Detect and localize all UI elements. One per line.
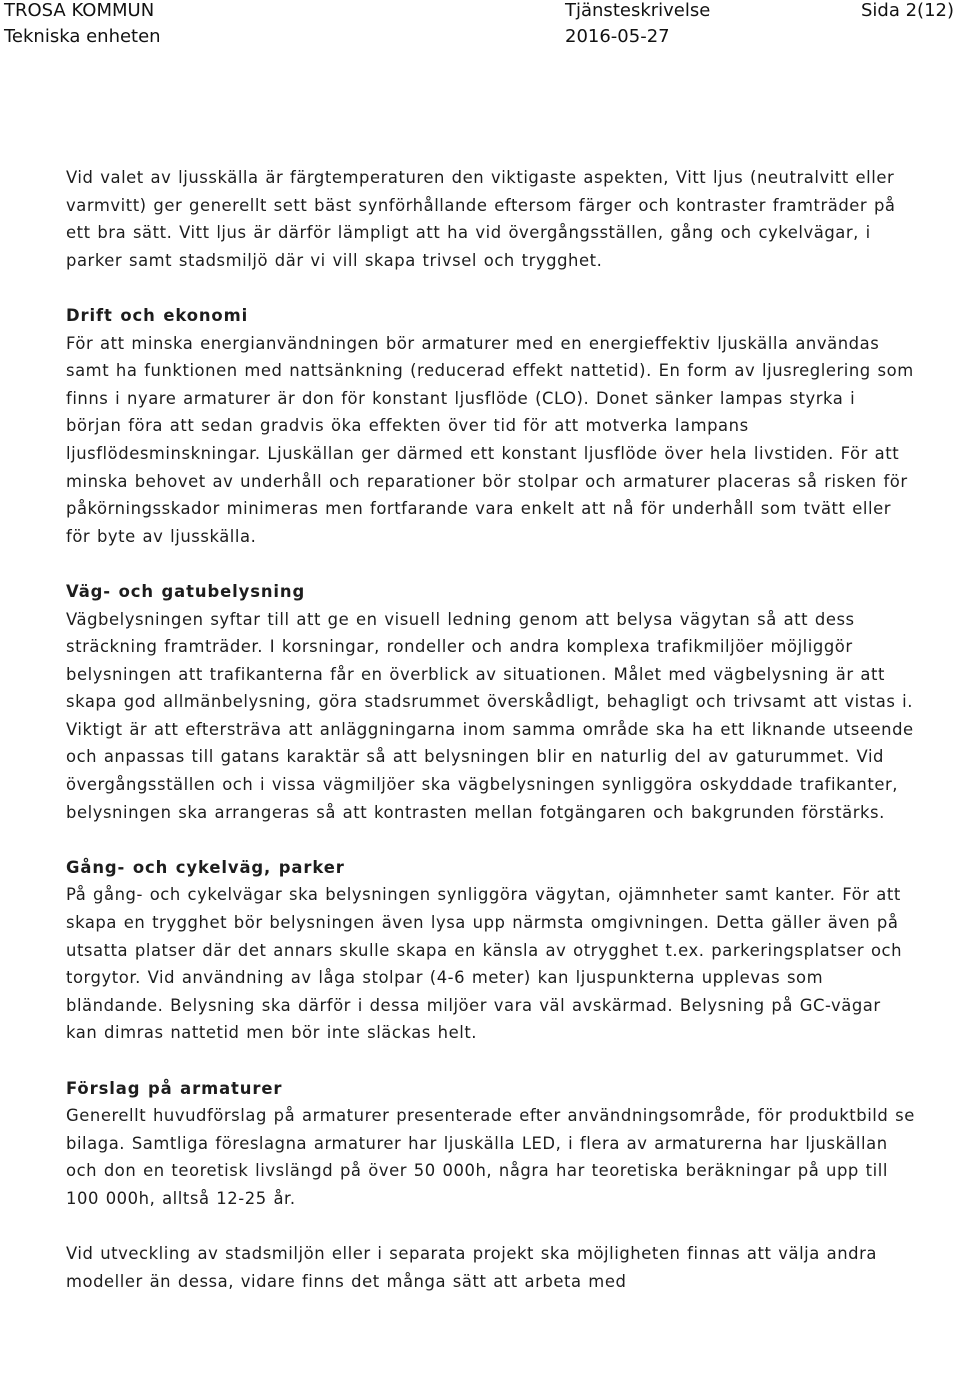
paragraph: På gång- och cykelvägar ska belysningen synliggöra vägytan, ojämnheter samt kanter. För att skapa en trygghet bör belysningen även lysa upp närmsta omgivningen. Detta gäller även på utsatta platser där det annars skulle skapa en känsla av otrygghet t.ex. parkeringsplatser och torgytor. Vid användning av låga stolpar (4-6 meter) kan ljuspunkterna upplevas som bländande. Belysning ska därför i dessa miljöer vara väl avskärmad. Belysning på GC-vägar kan dimras nattetid men bör inte släckas helt.: [66, 885, 903, 1043]
section-closing: [66, 1240, 916, 1295]
section-heading: Förslag på armaturer: [66, 1078, 283, 1098]
document-type: Tjänsteskrivelse: [565, 0, 711, 21]
page-header: [0, 0, 960, 52]
section-forslag-pa-armaturer: [66, 1075, 916, 1213]
paragraph: För att minska energianvändningen bör armaturer med en energieffektiv ljuskälla användas samt ha funktionen med nattsänkning (reducerad effekt nattetid). En form av ljusreglering som finns i nyare armaturer är don för konstant ljusflöde (CLO). Donet sänker lampas styrka i början föra att sedan gradvis öka effekten över tid för att motverka lampans ljusflödesminskningar. Ljuskällan ger därmed ett konstant ljusflöde över hela livstiden. För att minska behovet av underhåll och reparationer bör stolpar och armaturer placeras så risken för påkörningsskador minimeras men fortfarande vara enkelt att nå för underhåll som tvätt eller för byte av ljusskälla.: [66, 333, 914, 546]
section-gang-och-cykelvag: [66, 854, 916, 1047]
paragraph: Vägbelysningen syftar till att ge en visuell ledning genom att belysa vägytan så att dess sträckning framträder. I korsningar, rondeller och andra komplexa trafikmiljöer möjliggör belysningen att trafikanterna får en överblick av situationen. Målet med vägbelysning är att skapa god allmänbelysning, göra stadsrummet överskådligt, behagligt och trivsamt att vistas i. Viktigt är att eftersträva att anläggningarna inom samma område ska ha ett liknande utseende och anpassas till gatans karaktär så att belysningen blir en naturlig del av gaturummet. Vid övergångsställen och i vissa vägmiljöer ska vägbelysningen synliggöra oskyddade trafikanter, belysningen ska arrangeras så att kontrasten mellan fotgängaren och bakgrunden förstärks.: [66, 609, 914, 822]
section-vag-och-gatubelysning: [66, 578, 916, 826]
document-date: 2016-05-27: [565, 26, 670, 47]
section-heading: Gång- och cykelväg, parker: [66, 857, 345, 877]
organization-name: TROSA KOMMUN: [4, 0, 155, 21]
section-drift-och-ekonomi: [66, 302, 916, 550]
department-name: Tekniska enheten: [4, 26, 161, 47]
page-number: Sida 2(12): [860, 0, 954, 21]
section-intro: [66, 164, 916, 274]
document-body: [66, 164, 916, 1323]
paragraph: Vid utveckling av stadsmiljön eller i separata projekt ska möjligheten finnas att välja andra modeller än dessa, vidare finns det många sätt att arbeta med: [66, 1244, 878, 1291]
section-heading: Väg- och gatubelysning: [66, 581, 306, 601]
paragraph: Generellt huvudförslag på armaturer presenterade efter användningsområde, för produktbild se bilaga. Samtliga föreslagna armaturer har ljuskälla LED, i flera av armaturerna har ljuskällan och don en teoretisk livslängd på över 50 000h, några har teoretiska beräkningar på upp till 100 000h, alltså 12-25 år.: [66, 1106, 915, 1208]
paragraph: Vid valet av ljusskälla är färgtemperaturen den viktigaste aspekten, Vitt ljus (neutralvitt eller varmvitt) ger generellt sett bäst synförhållande eftersom färger och kontraster framträder på ett bra sätt. Vitt ljus är därför lämpligt att ha vid övergångsställen, gång och cykelvägar, i parker samt stadsmiljö där vi vill skapa trivsel och trygghet.: [66, 168, 896, 270]
section-heading: Drift och ekonomi: [66, 305, 249, 325]
